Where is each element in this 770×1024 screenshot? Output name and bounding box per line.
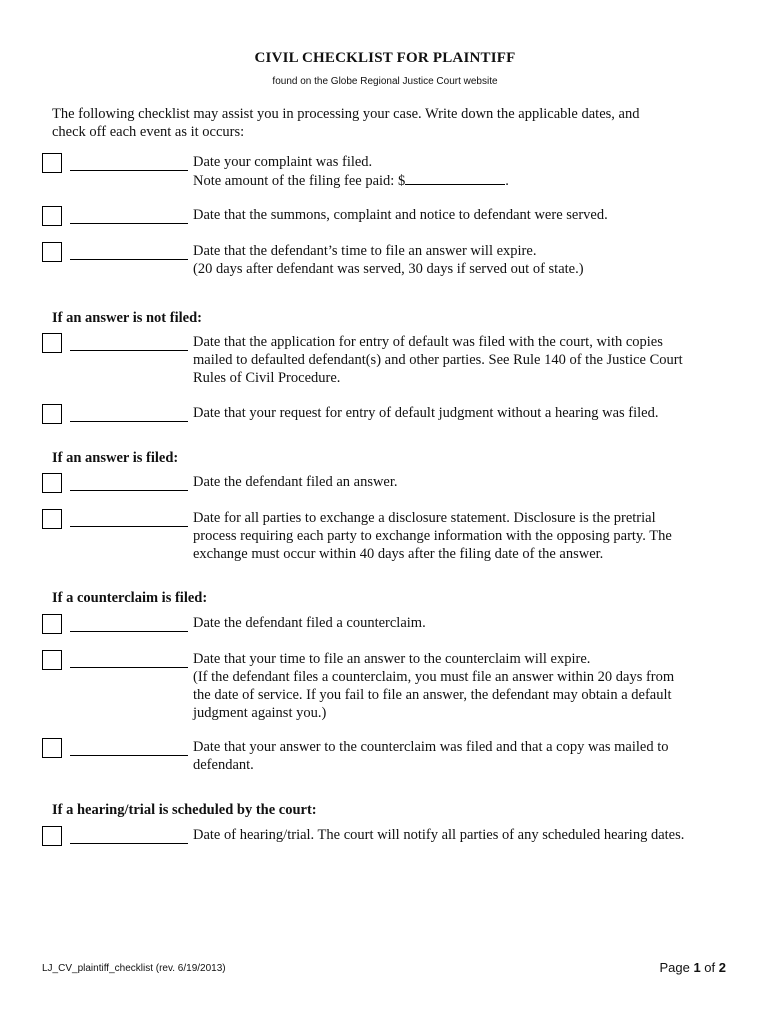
checklist-item-answer-filed [42, 473, 742, 513]
section-heading-answer-filed: If an answer is filed: [52, 450, 179, 466]
section-heading-hearing: If a hearing/trial is scheduled by the court: [52, 802, 317, 818]
item-text: process requiring each party to exchange information with the opposing party. The [193, 528, 672, 544]
form-id-footer: LJ_CV_plaintiff_checklist (rev. 6/19/2013) [42, 963, 226, 974]
item-text: Rules of Civil Procedure. [193, 370, 341, 386]
page-of: of [700, 960, 719, 975]
checklist-item-hearing [42, 826, 742, 866]
item-text: mailed to defaulted defendant(s) and other parties. See Rule 140 of the Justice Court [193, 352, 683, 368]
item-text: Date for all parties to exchange a disclosure statement. Disclosure is the pretrial [193, 510, 656, 526]
checkbox[interactable] [42, 826, 62, 846]
page-current: 1 [693, 960, 701, 975]
checkbox[interactable] [42, 242, 62, 262]
item-text-note: (20 days after defendant was served, 30 days if served out of state.) [193, 261, 584, 277]
item-text: Date that your request for entry of default judgment without a hearing was filed. [193, 405, 659, 421]
date-blank-line[interactable] [70, 490, 188, 491]
checklist-item-disclosure [42, 509, 742, 562]
item-text: Date the defendant filed an answer. [193, 474, 398, 490]
page-word: Page [659, 960, 694, 975]
item-text: Date that the application for entry of default was filed with the court, with copies [193, 334, 663, 350]
date-blank-line[interactable] [70, 526, 188, 527]
item-text: exchange must occur within 40 days after the filing date of the answer. [193, 546, 604, 562]
item-text: Date that the defendant’s time to file an answer will expire. [193, 243, 537, 259]
date-blank-line[interactable] [70, 350, 188, 351]
filing-fee-period: . [505, 173, 509, 189]
checkbox[interactable] [42, 473, 62, 493]
item-text: Date of hearing/trial. The court will notify all parties of any scheduled hearing dates. [193, 827, 685, 843]
checkbox[interactable] [42, 153, 62, 173]
checkbox[interactable] [42, 206, 62, 226]
item-text: judgment against you.) [193, 705, 327, 721]
filing-fee-line [193, 171, 728, 190]
item-text: Date the defendant filed a counterclaim. [193, 615, 426, 631]
checklist-item-default-judgment [42, 404, 742, 444]
document-title: CIVIL CHECKLIST FOR PLAINTIFF [254, 50, 516, 66]
checklist-item-default-application [42, 333, 742, 386]
checklist-item-counterclaim-filed [42, 614, 742, 654]
item-text: Date your complaint was filed. [193, 154, 373, 170]
checkbox[interactable] [42, 614, 62, 634]
date-blank-line[interactable] [70, 755, 188, 756]
checkbox[interactable] [42, 509, 62, 529]
checklist-item-complaint [42, 153, 742, 193]
date-blank-line[interactable] [70, 421, 188, 422]
item-text: the date of service. If you fail to file an answer, the defendant may obtain a default [193, 687, 672, 703]
checkbox[interactable] [42, 333, 62, 353]
document-subtitle: found on the Globe Regional Justice Court website [272, 76, 498, 87]
checkbox[interactable] [42, 650, 62, 670]
date-blank-line[interactable] [70, 631, 188, 632]
intro-line-1: The following checklist may assist you in processing your case. Write down the applicable dates, and [52, 106, 640, 122]
intro-line-2: check off each event as it occurs: [52, 124, 245, 140]
date-blank-line[interactable] [70, 667, 188, 668]
section-heading-counterclaim: If a counterclaim is filed: [52, 590, 208, 606]
checklist-item-counterclaim-answer-expire [42, 650, 742, 721]
page-number [659, 960, 726, 975]
item-text: Date that the summons, complaint and notice to defendant were served. [193, 207, 608, 223]
item-text: (If the defendant files a counterclaim, you must file an answer within 20 days from [193, 669, 675, 685]
date-blank-line[interactable] [70, 170, 188, 171]
filing-fee-label: Note amount of the filing fee paid: $ [193, 173, 406, 189]
checklist-item-counterclaim-answer-filed [42, 738, 742, 778]
date-blank-line[interactable] [70, 843, 188, 844]
section-heading-no-answer: If an answer is not filed: [52, 310, 202, 326]
checklist-item-summons [42, 206, 742, 246]
checkbox[interactable] [42, 738, 62, 758]
item-text: Date that your answer to the counterclaim was filed and that a copy was mailed to [193, 739, 669, 755]
item-text: defendant. [193, 757, 254, 773]
page-total: 2 [718, 960, 726, 975]
item-text: Date that your time to file an answer to the counterclaim will expire. [193, 651, 591, 667]
date-blank-line[interactable] [70, 259, 188, 260]
intro-paragraph [52, 105, 732, 141]
checkbox[interactable] [42, 404, 62, 424]
date-blank-line[interactable] [70, 223, 188, 224]
filing-fee-blank[interactable] [405, 171, 505, 185]
checklist-item-answer-expire [42, 242, 742, 282]
